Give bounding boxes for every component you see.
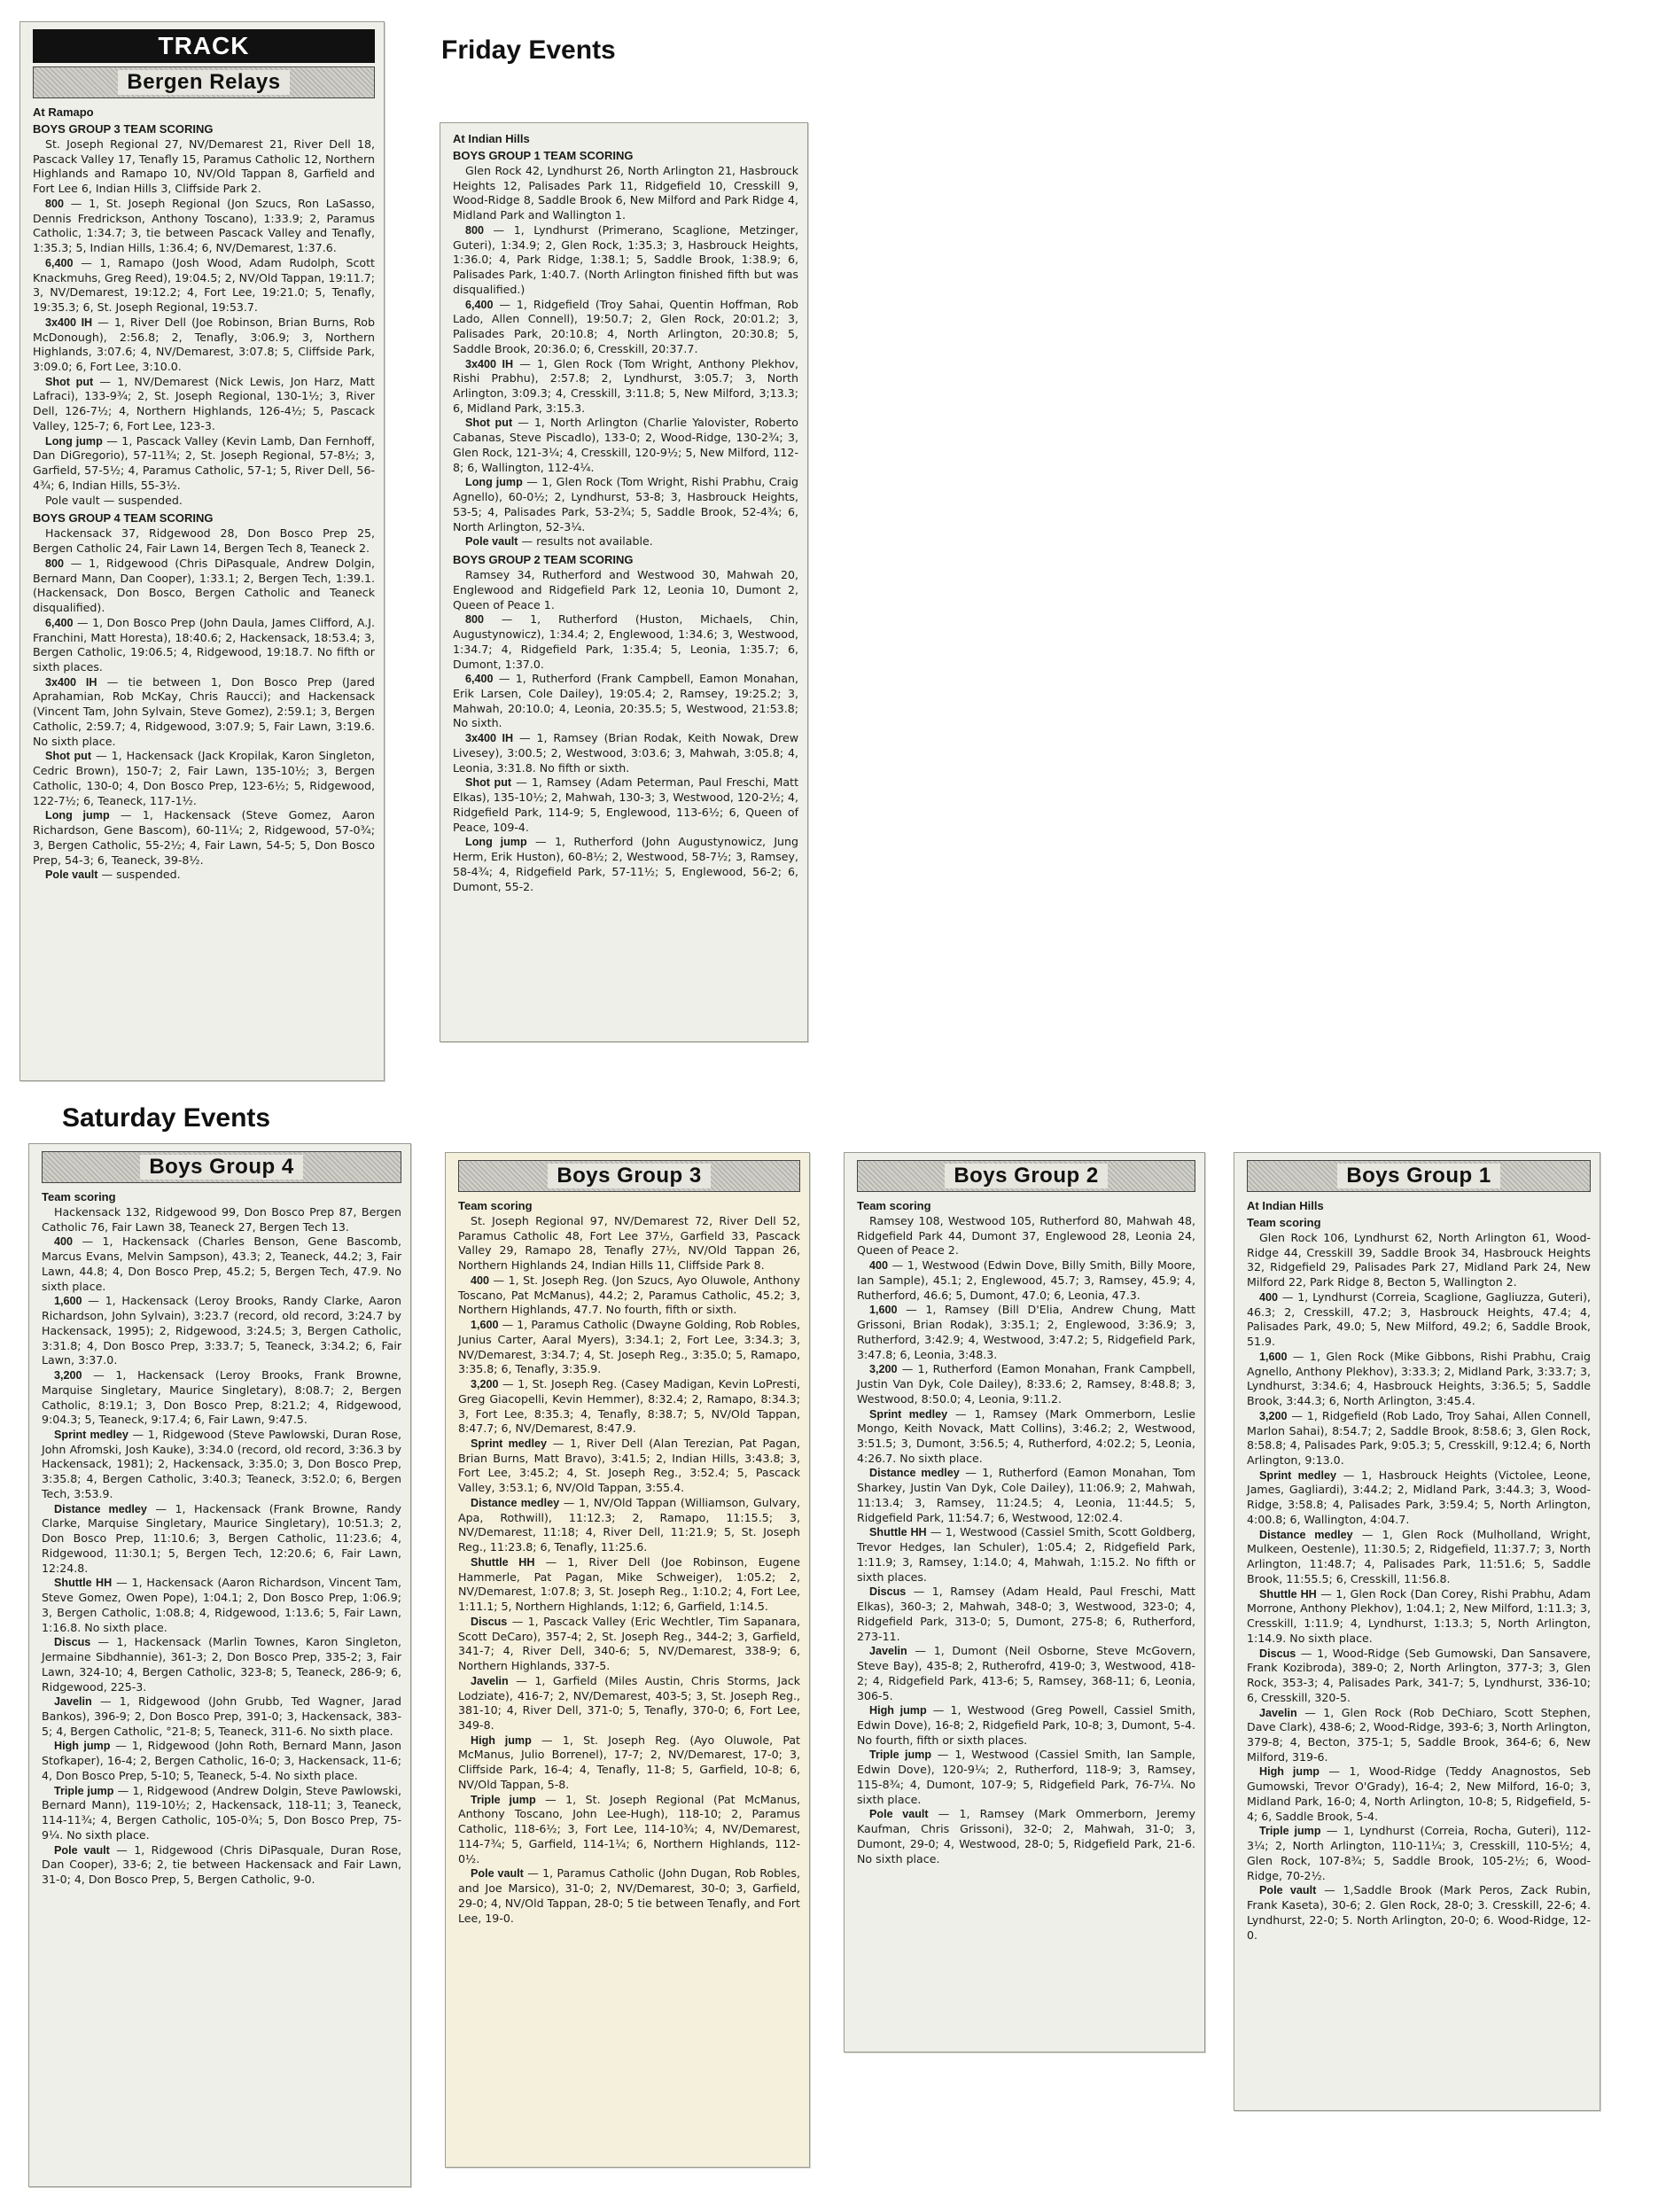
event-name: Discus xyxy=(471,1615,508,1628)
event-name: 6,400 xyxy=(45,256,74,269)
event-name: Distance medley xyxy=(54,1502,147,1515)
event-name: 800 xyxy=(45,197,65,210)
result-entry xyxy=(33,197,375,256)
result-entry xyxy=(458,1273,800,1318)
result-entry xyxy=(33,494,375,509)
result-text: — 1, Glen Rock (Dan Corey, Rishi Prabhu, Adam Morrone, Anthony Plekhov), 1:04.1; 2, New Milford, 1:11.3; 3, Cresskill, 1:11.9; 4, Lyndhurst, 1:13.3; 5, North Arlington, 1:14.9. No sixth place. xyxy=(1247,1586,1591,1645)
section-heading: BOYS GROUP 3 TEAM SCORING xyxy=(33,122,214,136)
event-name: Pole vault xyxy=(1259,1884,1317,1897)
result-text: — 1, Don Bosco Prep (John Daula, James Clifford, A.J. Franchini, Matt Horesta), 18:40.6; 2, Hackensack, 18:53.4; 3, Bergen Catholic, 19:06.5; 4, Ridgewood, 19:18.7. No fifth or sixth places. xyxy=(33,615,375,674)
bergen-relays-clipping xyxy=(19,21,385,1081)
result-text: — 1, Glen Rock (Mike Gibbons, Rishi Prabhu, Craig Agnello, Anthony Plekhov), 3:33.3; 2, Midland Park, 3:33.7; 3, Lyndhurst, 3:34.6; 4, Hasbrouck Heights, 3:36.5; 5, Saddle Brook, 3:44.3; 6, North Arlington, 3:45.4. xyxy=(1247,1349,1591,1408)
result-text: Hackensack 132, Ridgewood 99, Don Bosco Prep 87, Bergen Catholic 76, Fair Lawn 38, Teaneck 27, Bergen Tech 13. xyxy=(42,1205,401,1234)
group-title: Boys Group 2 xyxy=(945,1164,1107,1188)
group-title: Boys Group 3 xyxy=(548,1164,710,1188)
result-entry xyxy=(453,568,798,612)
bergen-relays-title: Bergen Relays xyxy=(118,70,289,95)
result-entry xyxy=(458,1496,800,1555)
result-text: — 1, Glen Rock (Tom Wright, Rishi Prabhu, Craig Agnello), 60-0½; 2, Lyndhurst, 53-8; 3, Hasbrouck Heights, 53-5; 4, Palisades Park, 53-2¾; 5, Saddle Brook, 52-4¾; 6, North Arlington, 52-3¼. xyxy=(453,475,798,534)
result-text: — 1, River Dell (Joe Robinson, Brian Burns, Rob McDonough), 2:56.8; 2, Tenafly, 3:06.9; 3, Northern Highlands, 3:07.6; 4, NV/Demarest, 3:07.8; 5, Cliffside Park, 3:09.0; 6, Fort Lee, 3:10.0. xyxy=(33,315,375,374)
section-heading: Team scoring xyxy=(1247,1216,1321,1229)
result-entry xyxy=(33,616,375,675)
result-entry xyxy=(857,1258,1195,1303)
event-name: Shuttle HH xyxy=(54,1577,113,1590)
result-text: — 1, Rutherford (Eamon Monahan, Tom Sharkey, Justin Van Dyk, Cole Dailey), 11:06.9; 2, Mahwah, 11:13.4; 3, Ramsey, 11:24.5; 4, Leonia, 11:44.5; 5, Ridgefield Park, 11:54.7; 6, Westwood, 12:02.4. xyxy=(857,1466,1195,1524)
result-entry xyxy=(42,1843,401,1888)
event-name: Javelin xyxy=(54,1695,92,1709)
section-heading: BOYS GROUP 2 TEAM SCORING xyxy=(453,553,634,567)
result-entry xyxy=(453,835,798,894)
group-title-bar xyxy=(857,1160,1195,1192)
result-entry xyxy=(458,1733,800,1793)
result-text: Glen Rock 42, Lyndhurst 26, North Arlington 21, Hasbrouck Heights 12, Palisades Park 11, Ridgefield 10, Cresskill 9, Wood-Ridge 8, Saddle Brook 6, New Milford and Park Ridge 4, Midland Park and Wallington 1. xyxy=(453,164,798,222)
result-text: — tie between 1, Don Bosco Prep (Jared Aprahamian, Rob McKay, Chris Raucci); and Hackensack (Vincent Tam, John Sylvain, Steve Gomez), 2:59.1; 3, Bergen Catholic, 2:59.7; 4, Ridgewood, 3:07.9; 5, Fair Lawn, 3:19.6. No sixth place. xyxy=(33,674,375,748)
result-text: St. Joseph Regional 97, NV/Demarest 72, River Dell 52, Paramus Catholic 48, Fort Lee 37½, Garfield 33, Pascack Valley 29, Ramapo 28, Tenafly 27½, NV/Old Tappan 26, Northern Highlands 24, Indian Hills 11, Cliffside Park 8. xyxy=(458,1214,800,1273)
result-entry xyxy=(33,137,375,197)
result-text: — 1, Hackensack (Leroy Brooks, Frank Browne, Marquise Singletary, Maurice Singletary), 8:08.7; 2, Bergen Catholic, 8:19.1; 3, Don Bosco Prep, 8:21.2; 4, Ridgewood, 9:04.3; 5, Teaneck, 9:17.4; 6, Fair Lawn, 9:47.5. xyxy=(42,1368,401,1427)
result-entry xyxy=(453,357,798,417)
clip-content xyxy=(1247,1216,1591,1943)
result-text: — 1, Ramsey (Mark Ommerborn, Jeremy Kaufman, Chris Grissoni), 32-0; 2, Mahwah, 31-0; 3, Dumont, 29-0; 4, Westwood, 28-0; 5, Ridgefield Park, 21-6. No sixth place. xyxy=(857,1807,1195,1865)
result-entry xyxy=(42,1294,401,1368)
event-name: Discus xyxy=(54,1636,91,1649)
location-line: At Ramapo xyxy=(33,105,94,119)
result-entry xyxy=(1247,1468,1591,1528)
result-entry xyxy=(458,1214,800,1273)
result-text: — 1, Glen Rock (Tom Wright, Anthony Plekhov, Rishi Prabhu), 2:57.8; 2, Lyndhurst, 3:05.7; 3, North Arlington, 3:09.3; 4, Cresskill, 3:11.8; 5, New Milford, 3;13.3; 6, Midland Park, 3:15.3. xyxy=(453,356,798,415)
result-entry xyxy=(42,1205,401,1235)
clip-content xyxy=(453,149,798,894)
result-text: — 1, Hackensack (Leroy Brooks, Randy Clarke, Aaron Richardson, John Sylvain), 3:23.7 (record, old record, 3:24.7 by Hackensack, 1995); 2, Ridgewood, 3:24.5; 3, Bergen Catholic, 3:31.8; 4, Don Bosco Prep, 3:33.7; 5, Teaneck, 3:34.2; 6, Fair Lawn, 3:37.0. xyxy=(42,1294,401,1367)
result-entry xyxy=(857,1466,1195,1525)
event-name: 1,600 xyxy=(1259,1350,1288,1363)
clip-content xyxy=(458,1199,800,1926)
result-entry xyxy=(33,557,375,616)
event-name: Sprint medley xyxy=(471,1437,547,1451)
result-text: — 1, Ridgewood (Chris DiPasquale, Duran Rose, Dan Cooper), 33-6; 2, tie between Hackensack and Fair Lawn, 31-0; 4, Don Bosco Prep, 5, Bergen Catholic, 9-0. xyxy=(42,1842,401,1887)
event-name: Sprint medley xyxy=(869,1407,948,1421)
result-text: — 1, Glen Rock (Mulholland, Wright, Mulkeen, Oestenle), 11:30.5; 2, Ridgefield, 11:37.7; 3, North Arlington, 11:48.7; 4, Palisades Park, 11:51.6; 5, Saddle Brook, 11:55.5; 6, Cresskill, 11:56.8. xyxy=(1247,1527,1591,1585)
event-name: 800 xyxy=(45,557,65,570)
result-text: — suspended. xyxy=(97,868,181,882)
event-name: Shuttle HH xyxy=(471,1555,535,1569)
result-text: — 1, Pascack Valley (Eric Wechtler, Tim Sapanara, Scott DeCaro), 357-4; 2, St. Joseph Reg., 344-2; 3, Garfield, 341-7; 4, River Dell, 340-6; 5, NV/Demarest, 338-9; 6, Northern Highlands, 337-5. xyxy=(458,1614,800,1673)
boys-group-3-clipping xyxy=(445,1152,810,2168)
result-text: — 1, Lyndhurst (Primerano, Scaglione, Metzinger, Guteri), 1:34.9; 2, Glen Rock, 1:35.3; 3, Hasbrouck Heights, 1:36.0; 4, Park Ridge, 1:38.1; 5, Saddle Brook, 1:38.9; 6, Palisades Park, 1:40.7. (North Arlington finished fifth but was disqualified.) xyxy=(453,222,798,296)
event-name: Triple jump xyxy=(54,1784,114,1797)
event-name: Triple jump xyxy=(471,1793,536,1806)
result-text: — 1, Paramus Catholic (John Dugan, Rob Robles, and Joe Marsico), 31-0; 2, NV/Demarest, 30-0; 3, Garfield, 29-0; 4, NV/Old Tappan, 28-0; 5 tie between Tenafly, and Fort Lee, 19-0. xyxy=(458,1866,800,1925)
result-entry xyxy=(857,1303,1195,1362)
event-name: 3x400 IH xyxy=(45,315,93,329)
result-entry xyxy=(458,1793,800,1867)
friday-heading: Friday Events xyxy=(441,35,616,65)
event-name: Javelin xyxy=(1259,1706,1297,1719)
result-text: — 1, Westwood (Cassiel Smith, Scott Goldberg, Trevor Hedges, Ian Schuler), 1:05.4; 2, Ridgefield Park, 1:11.9; 3, Ramsey, 1:14.0; 4, Mahwah, 1:15.2. No fifth or sixth places. xyxy=(857,1525,1195,1584)
result-text: — 1, Ramsey (Bill D'Elia, Andrew Chung, Matt Grissoni, Brian Rodak), 3:35.1; 2, Englewood, 3:36.9; 3, Rutherford, 3:42.9; 4, Westwood, 3:47.2; 5, Ridgefield Park, 3:47.8; 6, Leonia, 3:48.3. xyxy=(857,1303,1195,1361)
result-entry xyxy=(1247,1883,1591,1943)
event-name: Pole vault xyxy=(54,1843,110,1857)
result-entry xyxy=(42,1576,401,1635)
result-entry xyxy=(42,1428,401,1502)
result-entry xyxy=(1247,1824,1591,1883)
result-entry xyxy=(33,749,375,808)
event-name: 1,600 xyxy=(54,1295,82,1308)
result-text: — 1, Ridgewood (Chris DiPasquale, Andrew Dolgin, Bernard Mann, Dan Cooper), 1:33.1; 2, Bergen Tech, 1:39.1. (Hackensack, Don Bosco, Bergen Catholic and Teaneck disqualified). xyxy=(33,556,375,615)
result-entry xyxy=(1247,1231,1591,1290)
result-entry xyxy=(453,534,798,549)
result-entry xyxy=(857,1703,1195,1748)
result-entry xyxy=(42,1368,401,1428)
event-name: 3x400 IH xyxy=(45,675,97,689)
event-name: Discus xyxy=(869,1585,907,1599)
event-name: Javelin xyxy=(869,1645,907,1658)
event-name: Shot put xyxy=(465,776,512,790)
event-name: 3x400 IH xyxy=(465,732,514,745)
result-entry xyxy=(1247,1350,1591,1409)
section-heading: BOYS GROUP 1 TEAM SCORING xyxy=(453,149,634,162)
location-line: At Indian Hills xyxy=(453,132,530,145)
result-text: — 1, Hackensack (Steve Gomez, Aaron Richardson, Gene Bascom), 60-11¼; 2, Ridgewood, 57-0¾; 3, Bergen Catholic, 55-2½; 4, Fair Lawn, 54-5; 5, Don Bosco Prep, 54-3; 6, Teaneck, 39-8½. xyxy=(33,808,375,867)
result-text: — 1, Wood-Ridge (Seb Gumowski, Dan Sansavere, Frank Kozibroda), 389-0; 2, North Arlington, 377-3; 3, Glen Rock, 353-3; 4, Palisades Park, 341-7; 5, Lyndhurst, 336-10; 6, Cresskill, 320-5. xyxy=(1247,1646,1591,1704)
result-entry xyxy=(42,1235,401,1294)
event-name: Sprint medley xyxy=(1259,1468,1337,1482)
event-name: 800 xyxy=(465,613,485,627)
group-title-bar xyxy=(42,1151,401,1183)
event-name: High jump xyxy=(869,1704,927,1717)
result-text: — 1, Westwood (Cassiel Smith, Ian Sample, Edwin Dove), 120-9¼; 2, Rutherford, 118-9; 3, Ramsey, 115-8¾; 4, Dumont, 107-9; 5, Ridgefield Park, 76-7¼. No sixth place. xyxy=(857,1748,1195,1806)
result-text: — 1, Hackensack (Marlin Townes, Karon Singleton, Jermaine Sibdhannie), 361-3; 2, Don Bosco Prep, 335-2; 3, Fair Lawn, 324-10; 4, Bergen Catholic, 323-8; 5, Teaneck, 286-9; 6, Ridgewood, 225-3. xyxy=(42,1635,401,1694)
result-entry xyxy=(453,612,798,672)
track-banner: TRACK xyxy=(33,29,375,63)
event-name: Shot put xyxy=(45,375,94,388)
event-name: 3,200 xyxy=(1259,1409,1288,1422)
boys-group-4-clipping xyxy=(28,1143,411,2187)
result-entry xyxy=(1247,1528,1591,1587)
result-text: — 1,Saddle Brook (Mark Peros, Zack Rubin, Frank Kaseta), 30-6; 2. Glen Rock, 28-0; 3. Cresskill, 22-6; 4. Lyndhurst, 22-0; 5. North Arlington, 20-0; 6. Wood-Ridge, 12-0. xyxy=(1247,1883,1591,1942)
result-entry xyxy=(458,1377,800,1437)
event-name: Triple jump xyxy=(1259,1825,1321,1838)
event-name: Pole vault xyxy=(465,535,518,549)
result-text: — 1, Ridgefield (Rob Lado, Troy Sahai, Allen Connell, Marlon Sahai), 8:54.7; 2, Saddle Brook, 8:58.6; 3, Glen Rock, 8:58.8; 4, Palisades Park, 9:05.3; 5, Cresskill, 9:12.4; 6, North Arlington, 9:13.0. xyxy=(1247,1408,1591,1468)
event-name: 1,600 xyxy=(471,1319,499,1332)
result-text: — 1, Glen Rock (Rob DeChiaro, Scott Stephen, Dave Clark), 438-6; 2, Wood-Ridge, 393-6; 3, North Arlington, 379-8; 4, Becton, 375-1; 5, Saddle Brook, 364-6; 6, New Milford, 319-6. xyxy=(1247,1705,1592,1764)
result-text: — 1, River Dell (Alan Terezian, Pat Pagan, Brian Burns, Matt Bravo), 3:41.5; 2, Indian Hills, 3:43.8; 3, Fort Lee, 3:45.2; 4, St. Joseph Reg., 3:52.4; 5, Pascack Valley, 3:53.1; 6, NV/Old Tappan, 3:55.4. xyxy=(458,1437,800,1495)
event-name: Triple jump xyxy=(869,1749,932,1762)
result-entry xyxy=(857,1214,1195,1258)
result-text: — 1, River Dell (Joe Robinson, Eugene Hammerle, Pat Pagan, Mike Schweiger), 1:05.2; 2, NV/Demarest, 1:07.8; 3, St. Joseph Reg., 1:10.2; 4, Fort Lee, 1:11.1; 5, Northern Highlands, 1:12; 6, Garfield, 1:14.5. xyxy=(458,1554,800,1614)
result-entry xyxy=(857,1585,1195,1644)
result-text: — 1, Lyndhurst (Correia, Scaglione, Gagliuzza, Guteri), 46.3; 2, Cresskill, 47.2; 3, Hasbrouck Heights, 47.4; 4, Palisades Park, 49.0; 5, New Milford, 49.2; 6, Saddle Brook, 51.9. xyxy=(1247,1289,1591,1349)
event-name: Long jump xyxy=(465,476,523,489)
result-entry xyxy=(453,164,798,223)
result-entry xyxy=(458,1866,800,1926)
saturday-heading: Saturday Events xyxy=(62,1103,271,1133)
event-name: 400 xyxy=(54,1235,74,1249)
event-name: Long jump xyxy=(465,836,527,849)
event-name: High jump xyxy=(471,1733,532,1747)
event-name: Distance medley xyxy=(1259,1528,1353,1541)
result-text: — 1, Garfield (Miles Austin, Chris Storms, Jack Lodziate), 416-7; 2, NV/Demarest, 403-5; 3, St. Joseph Reg., 381-10; 4, River Dell, 371-0; 5, Tenafly, 370-0; 6, Fort Lee, 349-8. xyxy=(458,1673,800,1732)
event-name: Shot put xyxy=(45,750,92,763)
event-name: Shuttle HH xyxy=(869,1526,927,1539)
result-entry xyxy=(42,1694,401,1739)
result-text: — 1, St. Joseph Regional (Pat McManus, Anthony Toscano, John Lee-Hugh), 118-10; 2, Paramus Catholic, 118-6½; 3, Fort Lee, 114-10¾; 4, NV/Demarest, 114-7¾; 5, Garfield, 114-1¼; 6, Northern Highlands, 112-0½. xyxy=(458,1792,800,1865)
result-entry xyxy=(42,1635,401,1694)
event-name: 400 xyxy=(471,1273,490,1287)
event-name: High jump xyxy=(1259,1765,1320,1779)
event-name: 400 xyxy=(1259,1290,1279,1304)
result-entry xyxy=(458,1615,800,1674)
event-name: Distance medley xyxy=(869,1467,960,1480)
event-name: 3x400 IH xyxy=(465,357,514,370)
result-text: Ramsey 108, Westwood 105, Rutherford 80, Mahwah 48, Ridgefield Park 44, Dumont 37, Englewood 28, Leonia 24, Queen of Peace 2. xyxy=(857,1214,1195,1258)
result-entry xyxy=(857,1644,1195,1703)
result-entry xyxy=(33,868,375,883)
result-entry xyxy=(33,256,375,315)
result-text: — 1, Rutherford (Eamon Monahan, Frank Campbell, Justin Van Dyk, Cole Dailey), 8:33.6; 2, Ramsey, 8:48.8; 3, Westwood, 8:50.0; 4, Leonia, 9:11.2. xyxy=(857,1362,1195,1406)
result-entry xyxy=(458,1318,800,1377)
location-line: At Indian Hills xyxy=(1247,1199,1324,1212)
event-name: Pole vault xyxy=(869,1808,929,1821)
result-entry xyxy=(453,672,798,731)
event-name: Discus xyxy=(1259,1647,1296,1660)
result-text: — 1, North Arlington (Charlie Yalovister, Roberto Cabanas, Steve Piscadlo), 133-0; 2, Wood-Ridge, 130-2¾; 3, Glen Rock, 121-3¼; 4, Cresskill, 120-9½; 5, New Milford, 112-8; 6, Wallington, 112-4¼. xyxy=(453,416,798,474)
result-entry xyxy=(857,1807,1195,1866)
result-entry xyxy=(33,375,375,434)
result-text: Glen Rock 106, Lyndhurst 62, North Arlington 61, Wood-Ridge 44, Cresskill 39, Saddle Brook 34, Hasbrouck Heights 32, Ridgefield 29, Palisades Park 27, Midland Park 24, New Milford 22, Park Ridge 8, Becton 5, Wallington 2. xyxy=(1247,1231,1591,1289)
section-heading: Team scoring xyxy=(458,1199,533,1212)
result-text: — 1, Lyndhurst (Correia, Rocha, Guteri), 112-3¼; 2, North Arlington, 110-11¼; 3, Cresskill, 110-5½; 4, Glen Rock, 107-8¾; 5, Saddle Brook, 105-2½; 6, Wood-Ridge, 70-2½. xyxy=(1247,1824,1591,1882)
result-entry xyxy=(458,1437,800,1496)
result-text: — 1, Rutherford (Frank Campbell, Eamon Monahan, Erik Larsen, Cole Dailey), 19:05.4; 2, Ramsey, 19:25.2; 3, Mahwah, 20:10.0; 4, Leonia, 20:35.5; 5, Westwood, 21:53.8; No sixth. xyxy=(453,672,798,730)
result-entry xyxy=(33,675,375,750)
result-entry xyxy=(1247,1764,1591,1824)
result-text: — 1, St. Joseph Regional (Jon Szucs, Ron LaSasso, Dennis Fredrickson, Anthony Toscano), 1:33.9; 2, Paramus Catholic, 1:34.7; 3, tie between Pascack Valley and Tenafly, 1:35.3; 5, Indian Hills, 1:36.4; 6, NV/Demarest, 1:37.6. xyxy=(33,196,375,255)
result-text: — 1, Ridgewood (Andrew Dolgin, Steve Pawlowski, Bernard Mann), 119-10½; 2, Hackensack, 118-11; 3, Teaneck, 114-11¾; 4, Bergen Catholic, 105-0¾; 5, Don Bosco Prep, 75-9¼. No sixth place. xyxy=(42,1783,401,1842)
result-entry xyxy=(453,298,798,357)
boys-group-2-clipping xyxy=(844,1152,1205,2052)
result-entry xyxy=(453,475,798,534)
clip-content xyxy=(33,122,375,883)
result-entry xyxy=(1247,1706,1591,1765)
event-name: High jump xyxy=(54,1740,111,1753)
result-entry xyxy=(1247,1647,1591,1706)
group-title: Boys Group 4 xyxy=(140,1155,302,1180)
event-name: 6,400 xyxy=(45,616,74,629)
result-text: — 1, Rutherford (John Augustynowicz, Jung Herm, Erik Huston), 60-8½; 2, Westwood, 58-7½; 3, Ramsey, 58-4¾; 4, Ridgefield Park, 57-11½; 5, Englewood, 56-2; 6, Dumont, 55-2. xyxy=(453,835,798,893)
section-heading: Team scoring xyxy=(42,1190,116,1203)
event-name: Shuttle HH xyxy=(1259,1587,1317,1601)
event-name: Sprint medley xyxy=(54,1429,128,1442)
result-entry xyxy=(33,315,375,375)
event-name: Shot put xyxy=(465,417,513,430)
result-text: — 1, Hackensack (Aaron Richardson, Vincent Tam, Steve Gomez, Owen Pope), 1:04.1; 2, Don Bosco Prep, 1:06.9; 3, Bergen Catholic, 1:08.8; 4, Ridgewood, 1:13.6; 5, Fair Lawn, 1:16.8. No sixth place. xyxy=(42,1576,401,1634)
result-text: — 1, St. Joseph Reg. (Ayo Oluwole, Pat McManus, Julio Borrenel), 17-7; 2, NV/Demarest, 17-0; 3, Cliffside Park, 16-4; 4, Tenafly, 11-8; 5, Garfield, 10-8; 6, NV/Old Tappan, 5-8. xyxy=(458,1733,800,1791)
result-text: — 1, Ridgefield (Troy Sahai, Quentin Hoffman, Rob Lado, Allen Connell), 19:50.7; 2, Glen Rock, 20:01.2; 3, Palisades Park, 20:10.8; 4, North Arlington, 20:30.8; 5, Saddle Brook, 20:36.0; 6, Cresskill, 20:37.7. xyxy=(453,297,798,355)
result-text: — 1, Rutherford (Huston, Michaels, Chin, Augustynowicz), 1:34.4; 2, Englewood, 1:34.6; 3, Westwood, 1:34.7; 4, Ridgefield Park, 1:35.4; 5, Leonia, 1:35.7; 6, Dumont, 1:37.0. xyxy=(453,612,798,671)
result-text: — 1, Ramsey (Adam Heald, Paul Freschi, Matt Elkas), 360-3; 2, Mahwah, 348-0; 3, Westwood, 323-0; 4, Ridgefield Park, 313-0; 5, Dumont, 275-8; 6, Rutherford, 273-11. xyxy=(857,1585,1195,1643)
result-text: St. Joseph Regional 27, NV/Demarest 21, River Dell 18, Pascack Valley 17, Tenafly 15, Paramus Catholic 12, Northern Highlands and Ramapo 10, NV/Old Tappan 8, Garfield and Fort Lee 6, Indian Hills 3, Cliffside Park 2. xyxy=(33,137,375,196)
result-text: Ramsey 34, Rutherford and Westwood 30, Mahwah 20, Englewood and Ridgefield Park 12, Leonia 10, Dumont 2, Queen of Peace 1. xyxy=(453,568,798,611)
event-name: 400 xyxy=(869,1259,889,1273)
result-entry xyxy=(458,1555,800,1615)
result-entry xyxy=(857,1525,1195,1585)
result-text: Hackensack 37, Ridgewood 28, Don Bosco Prep 25, Bergen Catholic 24, Fair Lawn 14, Bergen Tech 8, Teaneck 2. xyxy=(33,526,375,556)
event-name: 3,200 xyxy=(471,1378,499,1391)
result-text: — 1, Hackensack (Jack Kropilak, Karon Singleton, Cedric Brown), 150-7; 2, Fair Lawn, 135-10½; 3, Bergen Catholic, 130-0; 4, Don Bosco Prep, 123-6½; 5, Ridgewood, 122-7½; 6, Teaneck, 117-1½. xyxy=(33,749,375,807)
result-text: — 1, Ramsey (Adam Peterman, Paul Freschi, Matt Elkas), 135-10½; 2, Mahwah, 130-3; 3, Westwood, 120-2½; 4, Ridgefield Park, 114-9; 5, Englewood, 113-6½; 6, Queen of Peace, 109-4. xyxy=(453,775,799,834)
result-entry xyxy=(453,775,798,835)
result-text: — 1, Pascack Valley (Kevin Lamb, Dan Fernhoff, Dan DiGregorio), 57-11¾; 2, St. Joseph Regional, 57-8½; 3, Garfield, 57-5½; 4, Paramus Catholic, 57-1; 5, River Dell, 56-4¾; 6, Indian Hills, 55-3½. xyxy=(33,433,375,492)
bergen-relays-title-bar xyxy=(33,66,375,98)
group-title-bar xyxy=(1247,1160,1591,1192)
event-name: 6,400 xyxy=(465,298,494,311)
clip-content xyxy=(857,1199,1195,1866)
result-entry xyxy=(458,1674,800,1733)
event-name: Javelin xyxy=(471,1674,509,1687)
result-text: — 1, Dumont (Neil Osborne, Steve McGovern, Steve Bay), 435-8; 2, Rutherofrd, 419-0; 3, Westwood, 418-2; 4, Ridgefield Park, 413-6; 5, Ramsey, 368-11; 6, Leonia, 306-5. xyxy=(857,1644,1195,1702)
result-entry xyxy=(453,731,798,775)
group-title: Boys Group 1 xyxy=(1337,1164,1499,1188)
result-text: — 1, Hasbrouck Heights (Victolee, Leone, James, Gagliardi), 3:44.2; 2, Midland Park, 3:44.3; 3, Wood-Ridge, 3:58.8; 4, Palisades Park, 3:59.4; 5, North Arlington, 4:00.8; 6, Wallington, 4:04.7. xyxy=(1247,1468,1592,1526)
section-heading: Team scoring xyxy=(857,1199,931,1212)
result-text: — 1, Ridgewood (Steve Pawlowski, Duran Rose, John Afromski, Josh Kauke), 3:34.0 (record, old record, 3:36.3 by Hackensack, 1981); 2, Hackensack, 3:35.0; 3, Don Bosco Prep, 3:35.8; 4, Bergen Catholic, 3:40.3; Teaneck, 3:52.0; 6, Bergen Tech, 3:53.9. xyxy=(42,1428,402,1500)
result-text: — 1, NV/Demarest (Nick Lewis, Jon Harz, Matt Lafraci), 133-9¾; 2, St. Joseph Regional, 130-1½; 3, River Dell, 126-7½; 4, Northern Highlands, 126-4½; 5, Pascack Valley, 125-7; 6, Fort Lee, 123-3. xyxy=(33,374,375,432)
result-entry xyxy=(857,1748,1195,1807)
result-entry xyxy=(453,416,798,475)
result-text: — 1, Ridgewood (John Roth, Bernard Mann, Jason Stofkaper), 16-4; 2, Bergen Catholic, 16-0; 3, Hackensack, 11-6; 4, Don Bosco Prep, 5-10; 5, Teaneck, 5-4. No sixth place. xyxy=(42,1739,401,1782)
result-text: — 1, Ridgewood (John Grubb, Ted Wagner, Jarad Bankos), 396-9; 2, Don Bosco Prep, 391-0; 3, Hackensack, 383-5; 4, Bergen Catholic, °21-8; 5, Teaneck, 311-6. No sixth place. xyxy=(42,1694,401,1738)
group-title-bar xyxy=(458,1160,800,1192)
section-heading: BOYS GROUP 4 TEAM SCORING xyxy=(33,511,214,526)
event-name: 800 xyxy=(465,223,485,237)
event-name: Pole vault xyxy=(45,868,98,882)
result-text: — 1, St. Joseph Reg. (Jon Szucs, Ayo Oluwole, Anthony Toscano, Pat McManus), 44.2; 2, Paramus Catholic, 45.2; 3, Northern Highlands, 47.7. No fourth, fifth or sixth. xyxy=(458,1273,800,1317)
result-entry xyxy=(42,1784,401,1843)
event-name: Distance medley xyxy=(471,1496,560,1509)
result-text: — 1, Westwood (Edwin Dove, Billy Smith, Billy Moore, Ian Sample), 45.1; 2, Englewood, 45.7; 3, Ramsey, 45.9; 4, Rutherford, 46.6; 5, Dumont, 47.0; 6, Leonia, 47.3. xyxy=(857,1258,1195,1302)
result-text: — 1, Hackensack (Frank Browne, Randy Clarke, Marquise Singletary, Maurice Singletary), 10:51.3; 2, Don Bosco Prep, 11:10.6; 3, Bergen Catholic, 11:23.6; 4, Ridgewood, 11:30.1; 5, Bergen Tech, 12:20.6; 6, Fair Lawn, 12:24.8. xyxy=(42,1501,401,1575)
clip-content xyxy=(42,1190,401,1888)
result-entry xyxy=(1247,1290,1591,1350)
result-entry xyxy=(33,526,375,556)
result-entry xyxy=(33,808,375,868)
result-text: — 1, St. Joseph Reg. (Casey Madigan, Kevin LoPresti, Greg Giacopelli, Kevin Hemmer), 8:32.4; 2, Ramapo, 8:34.3; 3, Fort Lee, 8:35.3; 4, Tenafly, 8:38.7; 5, NV/Old Tappan, 8:47.7; 6, NV/Demarest, 8:47.9. xyxy=(458,1377,800,1436)
result-text: — 1, Wood-Ridge (Teddy Anagnostos, Seb Gumowski, Trevor O'Grady), 16-4; 2, New Milford, 16-0; 3, Midland Park, 16-0; 4, North Arlington, 10-8; 5, Ridgefield, 5-4; 6, Saddle Brook, 5-4. xyxy=(1247,1764,1592,1823)
result-text: — 1, Westwood (Greg Powell, Cassiel Smith, Edwin Dove), 16-8; 2, Ridgefield Park, 10-8; 3, Dumont, 5-4. No fourth, fifth or sixth places. xyxy=(857,1703,1195,1747)
event-name: 1,600 xyxy=(869,1304,898,1317)
friday-indian-hills-clipping xyxy=(440,122,808,1042)
result-text: — 1, Paramus Catholic (Dwayne Golding, Rob Robles, Junius Carter, Aaral Myers), 3:34.1; 2, Fort Lee, 3:34.3; 3, NV/Demarest, 3:34.7; 4, St. Joseph Reg., 3:35.0; 5, Ramapo, 3:35.8; 6, Tenafly, 3:35.9. xyxy=(458,1318,800,1376)
event-name: 3,200 xyxy=(54,1369,82,1382)
result-entry xyxy=(42,1739,401,1783)
event-name: 6,400 xyxy=(465,673,494,686)
result-entry xyxy=(453,223,798,298)
result-entry xyxy=(1247,1587,1591,1647)
result-entry xyxy=(42,1502,401,1577)
event-name: Long jump xyxy=(45,809,110,822)
result-entry xyxy=(33,434,375,494)
boys-group-1-clipping xyxy=(1234,1152,1600,2111)
result-text: — 1, NV/Old Tappan (Williamson, Gulvary, Apa, Rothwill), 11:12.3; 2, Ramapo, 11:15.5; 3, NV/Demarest, 11:18; 4, River Dell, 11:21.9; 5, St. Joseph Reg., 11:23.8; 6, Tenafly, 11:25.6. xyxy=(458,1495,800,1554)
event-name: 3,200 xyxy=(869,1363,898,1376)
event-name: Pole vault xyxy=(471,1867,524,1881)
result-entry xyxy=(857,1407,1195,1467)
result-text: — 1, Ramapo (Josh Wood, Adam Rudolph, Scott Knackmuhs, Greg Reed), 19:04.5; 2, NV/Old Tappan, 19:11.7; 3, NV/Demarest, 19:12.2; 4, Fort Lee, 19:21.0; 5, Tenafly, 19:35.3; 6, St. Joseph Regional, 19:53.7. xyxy=(33,255,375,315)
result-entry xyxy=(857,1362,1195,1406)
result-text: — results not available. xyxy=(518,534,653,549)
result-entry xyxy=(1247,1409,1591,1468)
result-text: — 1, Hackensack (Charles Benson, Gene Bascomb, Marcus Evans, Melvin Sampson), 43.3; 2, Teaneck, 44.2; 3, Fair Lawn, 44.8; 4, Don Bosco Prep, 45.2; 5, Bergen Tech, 47.9. No sixth place. xyxy=(42,1235,401,1293)
result-text: Pole vault — suspended. xyxy=(45,493,183,507)
event-name: Long jump xyxy=(45,434,103,448)
result-text: — 1, Ramsey (Mark Ommerborn, Leslie Mongo, Keith Novack, Matt Collins), 3:46.2; 2, Westwood, 3:51.5; 3, Dumont, 3:56.5; 4, Rutherford, 4:02.2; 5, Leonia, 4:26.7. No sixth place. xyxy=(857,1406,1196,1465)
result-text: — 1, Ramsey (Brian Rodak, Keith Nowak, Drew Livesey), 3:00.5; 2, Westwood, 3:03.6; 3, Mahwah, 3:05.8; 4, Leonia, 3:31.8. No fifth or sixth. xyxy=(453,731,798,775)
